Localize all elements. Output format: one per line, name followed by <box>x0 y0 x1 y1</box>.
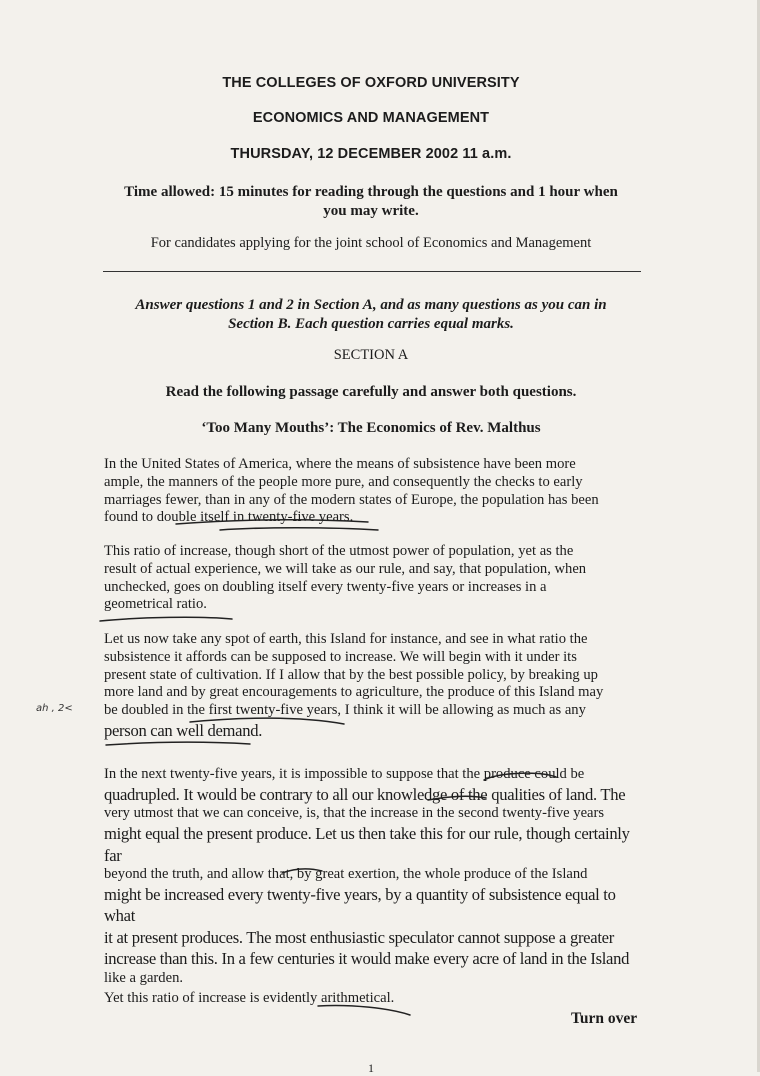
passage-line: This ratio of increase, though short of the utmost power of population, yet as the <box>104 543 574 559</box>
section-title: SECTION A <box>333 347 409 363</box>
passage-line: increase than this. In a few centuries it would make every acre of land in the Island <box>104 949 630 969</box>
passage-line: subsistence it affords can be supposed to increase. We will begin with it under its <box>104 648 577 665</box>
underline-geometrical-ratio <box>100 617 232 621</box>
section-directive: Read the following passage carefully and answer both questions. <box>165 384 577 400</box>
time-allowed-line-1: Time allowed: 15 minutes for reading through the questions and 1 hour when <box>124 184 618 200</box>
passage-line: geometrical ratio. <box>104 596 207 613</box>
passage-line: In the next twenty-five years, it is impossible to suppose that the produce could be <box>104 766 585 782</box>
underline-that-by <box>282 869 322 873</box>
subject-heading: ECONOMICS AND MANAGEMENT <box>252 110 490 126</box>
underline-first-twenty-five <box>190 718 344 724</box>
date-heading: THURSDAY, 12 DECEMBER 2002 11 a.m. <box>230 146 512 162</box>
underline-the-produce <box>484 773 556 780</box>
passage-line: quadrupled. It would be contrary to all our knowledge of the qualities of land. The <box>104 784 626 804</box>
instructions-line-2: Section B. Each question carries equal marks. <box>228 316 514 332</box>
underline-of-land <box>428 796 486 800</box>
handwritten-margin-note: ah , 2< <box>36 703 73 714</box>
passage-line: beyond the truth, and allow that, by great exertion, the whole produce of the Island <box>104 866 588 883</box>
underline-person-can-well <box>106 742 250 745</box>
passage-line: be doubled in the first twenty-five years, I think it will be allowing as much as any <box>104 702 586 719</box>
underline-double-itself <box>176 520 368 524</box>
instructions-line-1: Answer questions 1 and 2 in Section A, and as many questions as you can in <box>135 297 607 313</box>
turn-over-label: Turn over <box>571 1010 638 1027</box>
time-allowed-line-2: you may write. <box>323 203 419 219</box>
passage-line: like a garden. <box>104 969 184 986</box>
passage-line: unchecked, goes on doubling itself every twenty-five years or increases in a <box>104 578 547 595</box>
passage-line: it at present produces. The most enthusiastic speculator cannot suppose a greater <box>104 927 614 947</box>
passage-line: ample, the manners of the people more pure, and consequently the checks to early <box>104 473 583 490</box>
passage-line: very utmost that we can conceive, is, that the increase in the second twenty-five years <box>104 805 605 822</box>
passage-line: more land and by great encouragements to agriculture, the produce of this Island may <box>104 684 604 701</box>
passage-line: Let us now take any spot of earth, this Island for instance, and see in what ratio the <box>104 631 588 647</box>
page-number: 1 <box>368 1061 374 1075</box>
underline-arithmetical <box>318 1005 410 1015</box>
passage-line: result of actual experience, we will take as our rule, and say, that population, when <box>104 560 587 577</box>
passage-line: might be increased every twenty-five years, by a quantity of subsistence equal to what <box>104 884 616 926</box>
passage-line: In the United States of America, where the means of subsistence have been more <box>104 456 576 472</box>
candidates-note: For candidates applying for the joint school of Economics and Management <box>150 235 592 251</box>
passage-line: found to double itself in twenty-five years. <box>104 509 354 526</box>
passage-line: marriages fewer, than in any of the modern states of Europe, the population has been <box>104 491 599 508</box>
passage-line: Yet this ratio of increase is evidently arithmetical. <box>104 990 395 1006</box>
underline-twenty-five-years <box>220 528 378 530</box>
passage-title: ‘Too Many Mouths’: The Economics of Rev. Malthus <box>201 420 541 436</box>
passage-line: person can well demand. <box>104 720 263 740</box>
institution-heading: THE COLLEGES OF OXFORD UNIVERSITY <box>222 75 520 91</box>
passage-line: present state of cultivation. If I allow that by the best possible policy, by breaking up <box>104 666 598 683</box>
passage-line: might equal the present produce. Let us then take this for our rule, though certainly far <box>104 824 630 865</box>
